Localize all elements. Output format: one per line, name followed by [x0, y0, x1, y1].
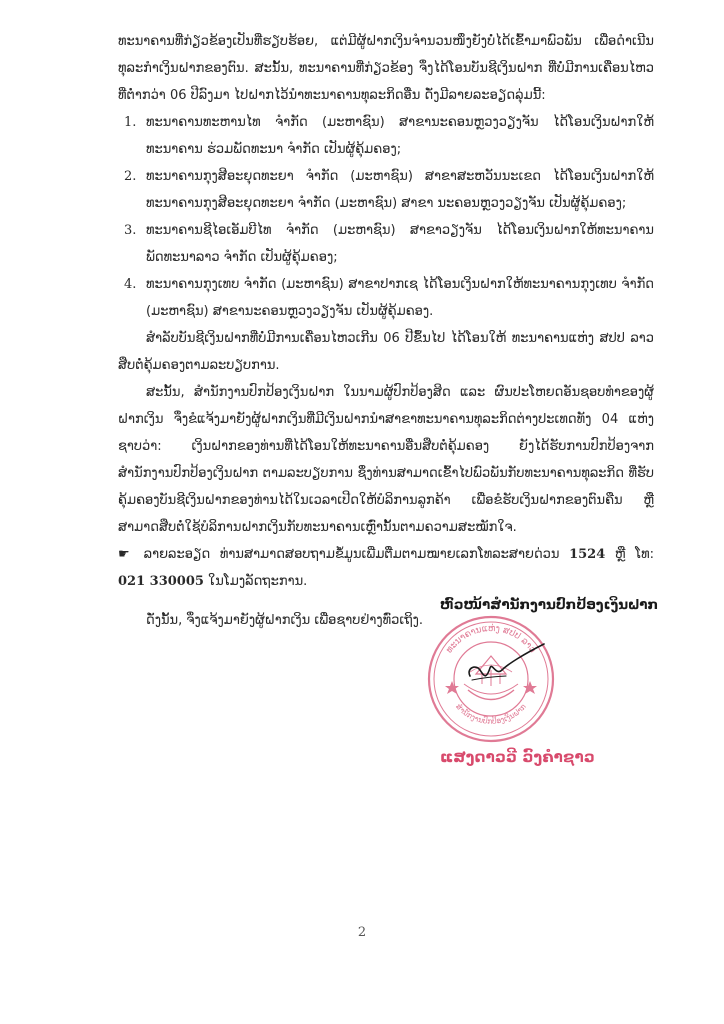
- paragraph-intro: ທະນາຄານທີ່ກ່ຽວຂ້ອງເປັນທີ່ຮຽບຮ້ອຍ, ແຕ່ມີຜູ້ຝາກເງິນຈຳນວນໜຶ່ງຍັງບໍ່ໄດ້ເຂົ້າມາພົວພັນ ເພື່ອດຳເນີນທຸລະກຳເງິນຝາກຂອງຕົນ. ສະນັ້ນ, ທະນາຄານທີ່ກ່ຽວຂ້ອງ ຈຶ່ງໄດ້ໂອນບັນຊີເງິນຝາກ ທີ່ບໍ່ມີການເຄື່ອນໄຫວທີ່ຕ່ຳກວ່າ 06 ປີລົງມາ ໄປຝາກໄວ້ນຳທະນາຄານທຸລະກິດອື່ນ ດັ່ງມີລາຍລະອຽດລຸ່ມນີ້:: [118, 34, 654, 103]
- list-item: [118, 217, 654, 271]
- page-number: 2: [357, 925, 367, 940]
- signatory-title: ຫົວໜ້າສຳນັກງານປົກປ້ອງເງິນຝາກ: [440, 597, 659, 613]
- list-number: 1.: [124, 115, 137, 130]
- seal-bottom-text: ສຳນັກງານປົກປ້ອງເງິນຝາກ: [454, 701, 528, 726]
- list-number: 3.: [124, 223, 137, 238]
- pointing-hand-icon: ☛: [118, 547, 130, 562]
- official-seal-icon: [426, 614, 556, 744]
- list-text: ທະນາຄານກຸງເທບ ຈຳກັດ (ມະຫາຊົນ) ສາຂາປາກເຊ ໄດ້ໂອນເງິນຝາກໃຫ້ທະນາຄານກຸງເທບ ຈຳກັດ (ມະຫາຊົນ) ສາຂານະຄອນຫຼວງວຽງຈັນ ເປັນຜູ້ຄຸ້ມຄອງ.: [146, 277, 654, 319]
- list-item: [118, 109, 654, 163]
- contact-or: ຫຼື ໂທ:: [614, 547, 654, 562]
- signatory-name: ແສງດາວວີ ວົງຄຳຊາວ: [440, 748, 595, 766]
- paragraph-closing: ດັ່ງນັ້ນ, ຈຶ່ງແຈ້ງມາຍັງຜູ້ຝາກເງິນ ເພື່ອຊາບຢ່າງທົ່ວເຖິງ.: [146, 613, 423, 628]
- paragraph-dormant-accounts: ສຳລັບບັນຊີເງິນຝາກທີ່ບໍ່ມີການເຄື່ອນໄຫວເກີນ 06 ປີຂຶ້ນໄປ ໄດ້ໂອນໃຫ້ ທະນາຄານແຫ່ງ ສປປ ລາວ ສືບຕໍ່ຄຸ້ມຄອງຕາມລະບຽບການ.: [118, 331, 654, 373]
- hotline-number: 1524: [569, 547, 606, 562]
- list-number: 4.: [124, 277, 137, 292]
- paragraph-protection-notice: ສະນັ້ນ, ສຳນັກງານປົກປ້ອງເງິນຝາກ ໃນນາມຜູ້ປົກປ້ອງສິດ ແລະ ຜົນປະໂຫຍດອັນຊອບທຳຂອງຜູ້ຝາກເງິນ ຈຶ່ງຂໍແຈ້ງມາຍັງຜູ້ຝາກເງິນທີ່ມີເງິນຝາກນຳສາຂາທະນາຄານທຸລະກິດຕ່າງປະເທດທັງ 04 ແຫ່ງຊາບວ່າ: ເງິນຝາກຂອງທ່ານທີ່ໄດ້ໂອນໃຫ້ທະນາຄານອື່ນສືບຕໍ່ຄຸ້ມຄອງ ຍັງໄດ້ຮັບການປົກປ້ອງຈາກ ສຳນັກງານປົກປ້ອງເງິນຝາກ ຕາມລະບຽບການ ຊຶ່ງທ່ານສາມາດເຂົ້າໄປພົວພັນກັບທະນາຄານທຸລະກິດ ທີ່ຮັບຄຸ້ມຄອງບັນຊີເງິນຝາກຂອງທ່ານໄດ້ໃນເວລາເປີດໃຫ້ບໍລິການລູກຄ້າ ເພື່ອຂໍຮັບເງິນຝາກຂອງຕົນຄືນ ຫຼື ສາມາດສືບຕໍ່ໃຊ້ບໍລິການຝາກເງິນກັບທະນາຄານເຫຼົ່ານັ້ນຕາມຄວາມສະໝັກໃຈ.: [118, 385, 654, 535]
- seal-top-text: ທະນາຄານແຫ່ງ ສປປ ລາວ: [444, 623, 538, 656]
- contact-paragraph: [118, 541, 654, 595]
- document-body: [118, 28, 654, 634]
- bank-transfer-list: [118, 109, 654, 325]
- list-number: 2.: [124, 169, 137, 184]
- list-text: ທະນາຄານທະຫານໄທ ຈຳກັດ (ມະຫາຊົນ) ສາຂານະຄອນຫຼວງວຽງຈັນ ໄດ້ໂອນເງິນຝາກໃຫ້ທະນາຄານ ຮ່ວມພັດທະນາ ຈຳກັດ ເປັນຜູ້ຄຸ້ມຄອງ;: [146, 115, 654, 157]
- list-text: ທະນາຄານຊີໄອເອັມບີໄທ ຈຳກັດ (ມະຫາຊົນ) ສາຂາວຽງຈັນ ໄດ້ໂອນເງິນຝາກໃຫ້ທະນາຄານພັດທະນາລາວ ຈຳກັດ ເປັນຜູ້ຄຸ້ມຄອງ;: [146, 223, 654, 265]
- list-item: [118, 271, 654, 325]
- phone-number: 021 330005: [118, 574, 204, 589]
- list-text: ທະນາຄານກຸງສີອະຍຸດທະຍາ ຈຳກັດ (ມະຫາຊົນ) ສາຂາສະຫວັນນະເຂດ ໄດ້ໂອນເງິນຝາກໃຫ້ທະນາຄານກຸງສີອະຍຸດທະຍາ ຈຳກັດ (ມະຫາຊົນ) ສາຂາ ນະຄອນຫຼວງວຽງຈັນ ເປັນຜູ້ຄຸ້ມຄອງ;: [146, 169, 654, 211]
- contact-suffix: ໃນໂມງລັດຖະການ.: [208, 574, 308, 589]
- contact-text: ລາຍລະອຽດ ທ່ານສາມາດສອບຖາມຂໍ້ມູນເພີ່ມຕື່ມຕາມໝາຍເລກໂທລະສາຍດ່ວນ: [143, 547, 560, 562]
- list-item: [118, 163, 654, 217]
- svg-text:ທະນາຄານແຫ່ງ ສປປ ລາວ: [445, 623, 538, 656]
